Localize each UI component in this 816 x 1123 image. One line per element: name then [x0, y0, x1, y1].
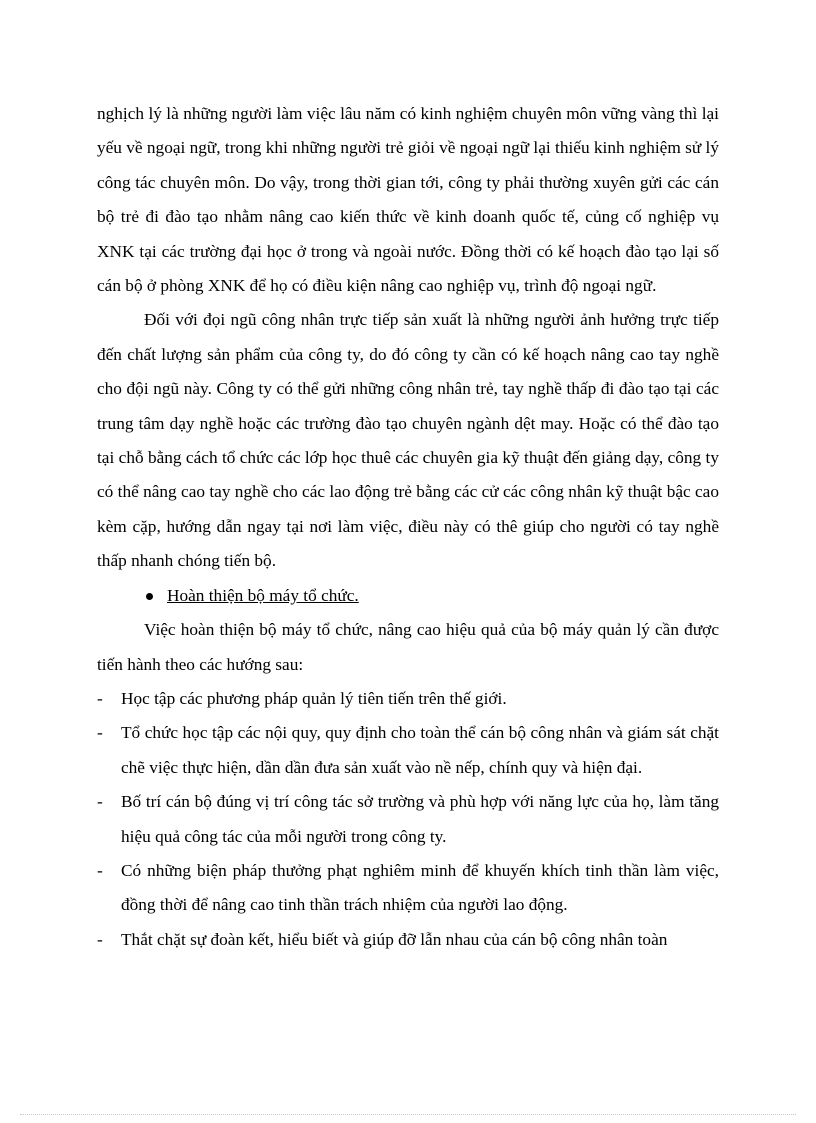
list-item	[97, 682, 719, 716]
dash-marker: -	[97, 929, 103, 949]
list-item-text: Thắt chặt sự đoàn kết, hiểu biết và giúp đỡ lẫn nhau của cán bộ công nhân toàn	[121, 929, 668, 949]
dash-marker: -	[97, 792, 103, 812]
dash-marker: -	[97, 860, 103, 880]
dash-marker: -	[97, 688, 103, 708]
page-bottom-divider	[20, 1114, 796, 1115]
section-heading	[97, 579, 719, 613]
heading-text: Hoàn thiện bộ máy tổ chức.	[167, 585, 359, 605]
bullet-icon	[146, 593, 153, 600]
list-item-text: Học tập các phương pháp quản lý tiên tiến trên thế giới.	[121, 688, 507, 708]
dash-marker: -	[97, 723, 103, 743]
paragraph-training-staff: nghịch lý là những người làm việc lâu năm có kinh nghiệm chuyên môn vững vàng thì lại yếu về ngoại ngữ, trong khi những người trẻ giỏi về ngoại ngữ lại thiếu kinh nghiệm sử lý công tác chuyên môn. Do vậy, trong thời gian tới, công ty phải thường xuyên gửi các cán bộ trẻ đi đào tạo nhằm nâng cao kiến thức về kinh doanh quốc tế, củng cố nghiệp vụ XNK tại các trường đại học ở trong và ngoài nước. Đồng thời có kế hoạch đào tạo lại số cán bộ ở phòng XNK để họ có điều kiện nâng cao nghiệp vụ, trình độ ngoại ngữ.	[97, 104, 719, 296]
list-item	[97, 716, 719, 785]
list-item	[97, 854, 719, 923]
list-item-text: Tổ chức học tập các nội quy, quy định cho toàn thể cán bộ công nhân và giám sát chặt chẽ việc thực hiện, dần dần đưa sản xuất vào nề nếp, chính quy và hiện đại.	[121, 723, 719, 777]
paragraph-org-intro: Việc hoàn thiện bộ máy tổ chức, nâng cao hiệu quả của bộ máy quản lý cần được tiến hành theo các hướng sau:	[97, 620, 719, 674]
document-body	[97, 97, 719, 957]
list-item-text: Có những biện pháp thưởng phạt nghiêm minh để khuyến khích tinh thần làm việc, đồng thời để nâng cao tinh thần trách nhiệm của người lao động.	[121, 860, 719, 915]
list-item	[97, 923, 719, 957]
list-item	[97, 785, 719, 854]
list-item-text: Bố trí cán bộ đúng vị trí công tác sở trường và phù hợp với năng lực của họ, làm tăng hiệu quả công tác của mỗi người trong công ty.	[121, 792, 719, 846]
paragraph-worker-training: Đối với đọi ngũ công nhân trực tiếp sản xuất là những người ảnh hưởng trực tiếp đến chất lượng sản phẩm của công ty, do đó công ty cần có kế hoạch nâng cao tay nghề cho đội ngũ này. Công ty có thể gửi những công nhân trẻ, tay nghề thấp đi đào tạo tại các trung tâm dạy nghề hoặc các trường đào tạo chuyên ngành dệt may. Hoặc có thể đào tạo tại chỗ bằng cách tổ chức các lớp học thuê các chuyên gia kỹ thuật đến giảng dạy, công ty có thể nâng cao tay nghề cho các lao động trẻ bằng các cử các công nhân kỹ thuật bậc cao kèm cặp, hướng dẫn ngay tại nơi làm việc, điều này có thê giúp cho người có tay nghề thấp nhanh chóng tiến bộ.	[97, 310, 719, 571]
